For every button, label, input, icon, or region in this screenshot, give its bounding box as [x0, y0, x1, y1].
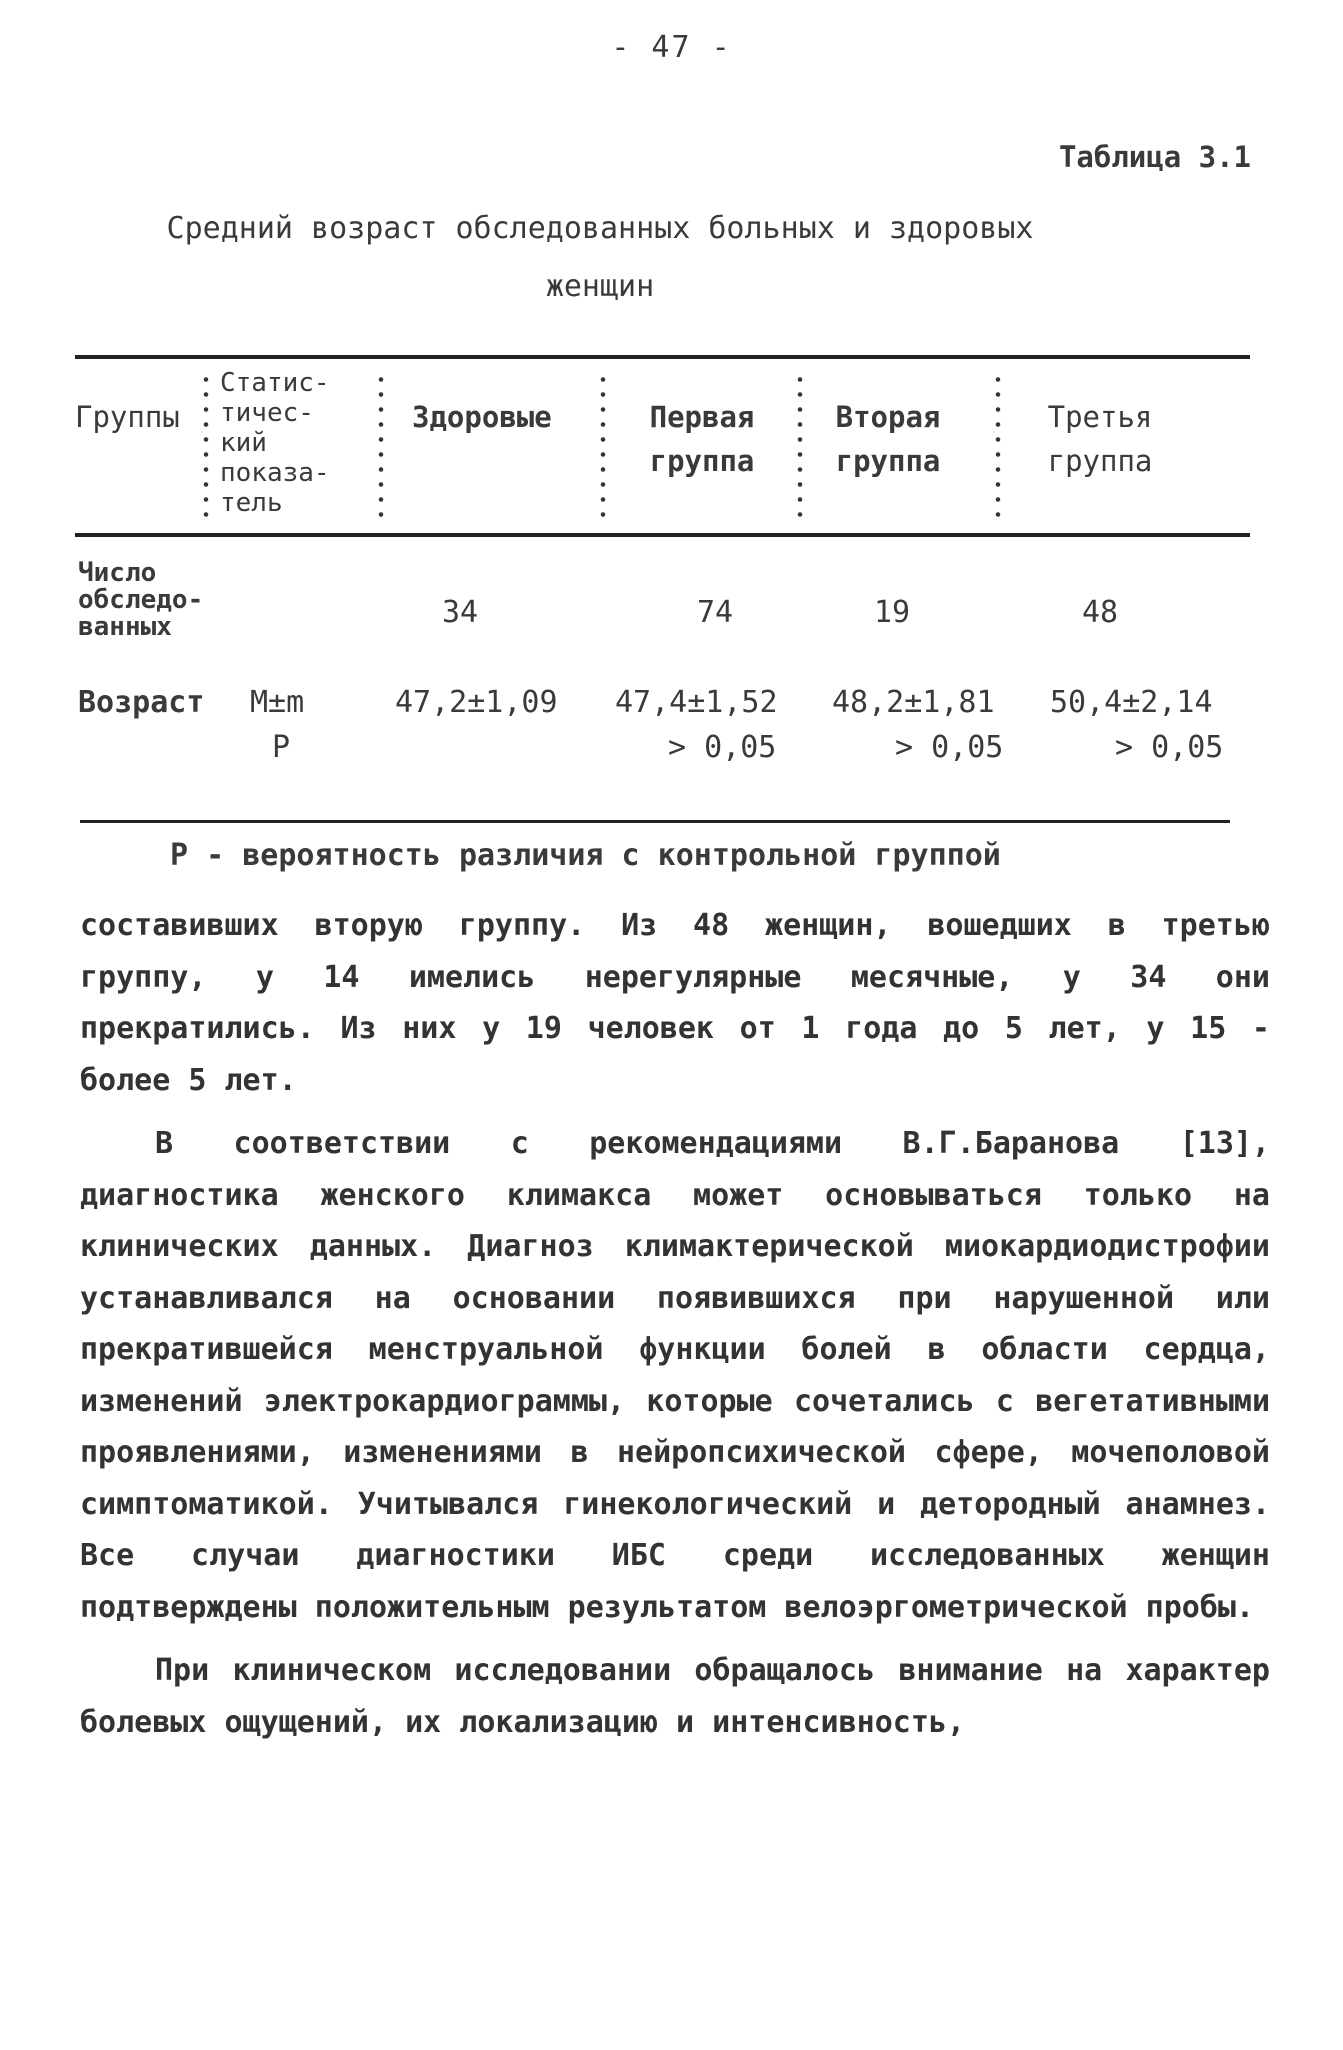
cell-age-group3: 50,4±2,14 — [1050, 685, 1213, 720]
cell-p-group1: > 0,05 — [668, 730, 777, 765]
cell-count-group2: 19 — [873, 595, 911, 630]
table-bottom-rule — [80, 820, 1230, 823]
cell-age-group2: 48,2±1,81 — [832, 685, 995, 720]
cell-count-healthy: 34 — [441, 595, 479, 630]
cell-p-group2: > 0,05 — [895, 730, 1004, 765]
page-number: - 47 - — [611, 30, 732, 65]
table-caption: Средний возраст обследованных больных и здоровых женщин — [166, 211, 1034, 304]
cell-age-healthy: 47,2±1,09 — [395, 685, 558, 720]
header-groups: Группы — [75, 400, 180, 434]
cell-count-group1: 74 — [696, 595, 734, 630]
paragraph: В соответствии с рекомендациями В.Г.Баранова [13], диагностика женского климакса может основываться только на клинических данных. Диагноз климактерической миокардиодистрофии устанавливался на основании появившихся при нарушенной или прекратившейся менструальной функции болей в области сердца, изменений электрокардиограммы, которые сочетались с вегетативными проявлениями, изменениями в нейропсихической сфере, мочеполовой симптоматикой. Учитывался гинекологический и детородный анамнез. Все случаи диагностики ИБС среди исследованных женщин подтверждены положительным результатом велоэргометрической пробы. — [80, 1126, 1270, 1625]
row-label-count: Число обследо- ванных — [78, 558, 204, 642]
cell-p-group3: > 0,05 — [1115, 730, 1224, 765]
column-divider — [995, 372, 1001, 522]
column-divider — [378, 372, 384, 522]
table-footnote: Р - вероятность различия с контрольной группой — [170, 838, 1001, 873]
row-stat-mean: M±m — [250, 685, 305, 720]
header-group-2: Вторая группа — [835, 400, 941, 478]
column-divider — [600, 372, 606, 522]
table-top-rule — [75, 355, 1250, 359]
row-label-age: Возраст — [78, 685, 205, 720]
header-group-1: Первая группа — [649, 400, 755, 478]
cell-age-group1: 47,4±1,52 — [615, 685, 778, 720]
header-healthy: Здоровые — [412, 400, 552, 434]
column-divider — [797, 372, 803, 522]
header-group-3: Третья группа — [1047, 400, 1153, 478]
paragraph: При клиническом исследовании обращалось внимание на характер болевых ощущений, их локализацию и интенсивность, — [80, 1653, 1270, 1740]
cell-count-group3: 48 — [1081, 595, 1119, 630]
row-stat-p: P — [272, 730, 291, 765]
table-header-rule — [75, 533, 1250, 537]
column-divider — [203, 372, 209, 522]
header-statistic: Статис- тичес- кий показа- тель — [220, 368, 330, 518]
table-label: Таблица 3.1 — [1058, 140, 1251, 174]
body-text — [80, 900, 1270, 1760]
paragraph: составивших вторую группу. Из 48 женщин, вошедших в третью группу, у 14 имелись нерегулярные месячные, у 34 они прекратились. Из них у 19 человек от 1 года до 5 лет, у 15 - более 5 лет. — [80, 908, 1270, 1098]
